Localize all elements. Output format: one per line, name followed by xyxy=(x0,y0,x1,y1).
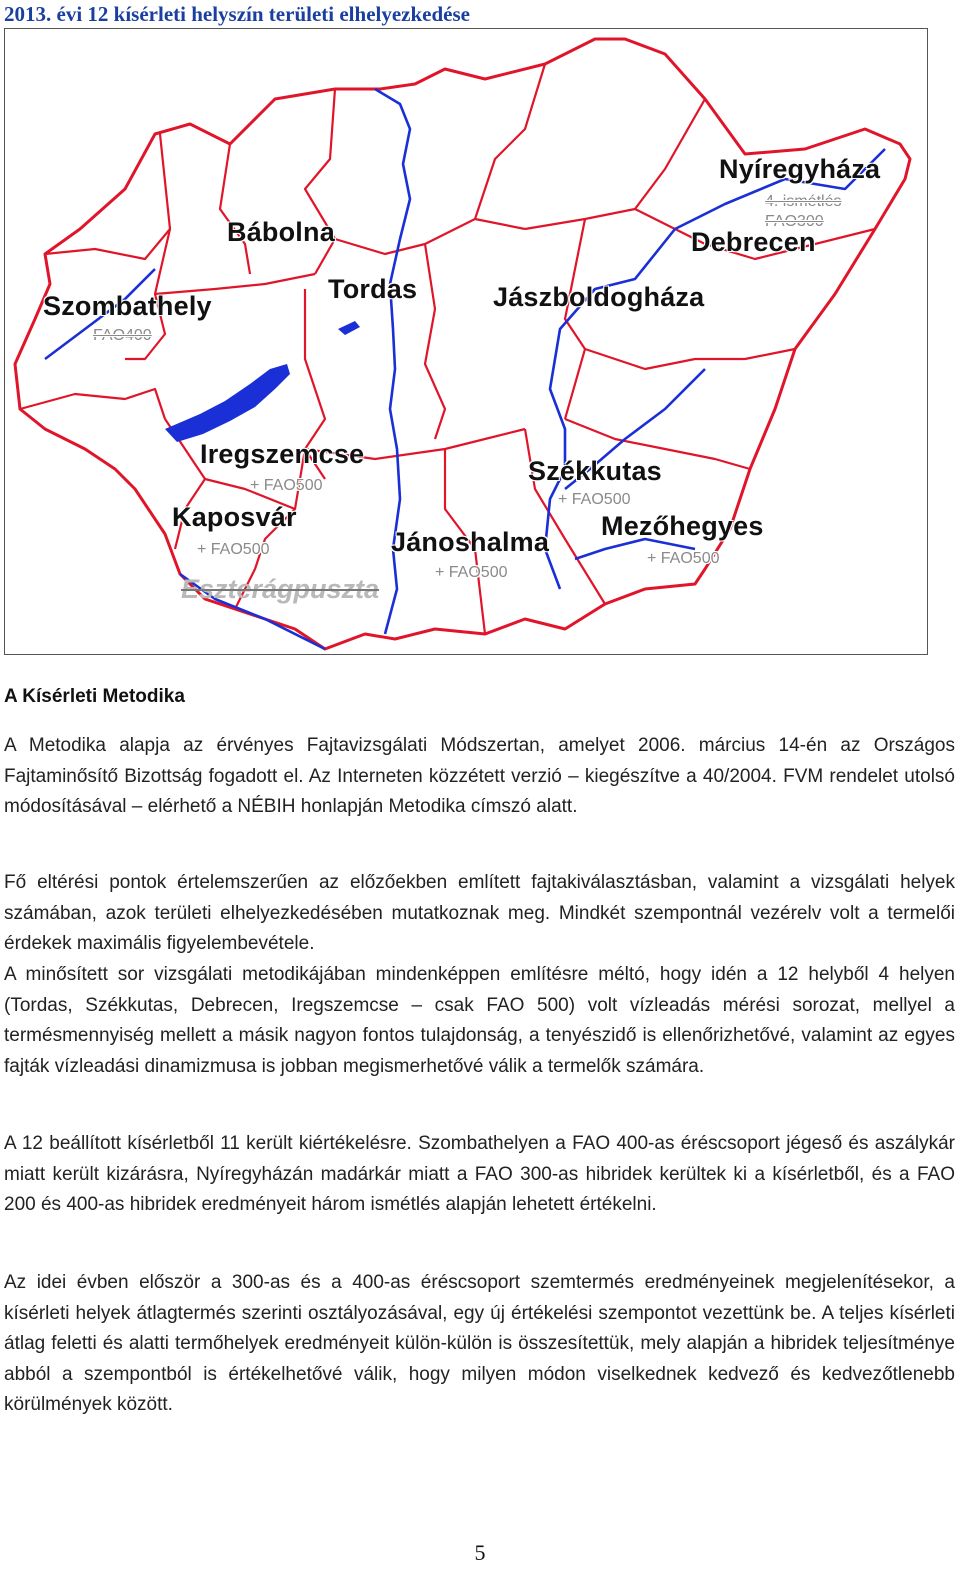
city-nyiregyhaza: Nyíregyháza xyxy=(719,154,881,184)
nyiregyhaza-repetition-note: 4. ismétlés xyxy=(765,193,842,210)
szombathely-fao-note: FAO400 xyxy=(93,327,152,344)
szekkutas-fao-note: + FAO500 xyxy=(558,491,631,508)
paragraph-4: A 12 beállított kísérletből 11 került kiértékelésre. Szombathelyen a FAO 400-as éréscsoport jégeső és aszálykár miatt került kizárásra, Nyíregyházán madárkár miatt a FAO 300-as hibridek kerültek ki a kísérletből, és a FAO 200 és 400-as hibridek eredményeit három ismétlés alapján lehetett értékelni. xyxy=(4,1133,955,1216)
nyiregyhaza-fao-note: FAO300 xyxy=(765,213,824,230)
section-heading: A Kísérleti Metodika xyxy=(4,686,185,707)
city-debrecen: Debrecen xyxy=(691,227,816,257)
city-kaposvar: Kaposvár xyxy=(172,502,297,532)
page-number: 5 xyxy=(474,1540,486,1565)
city-janoshalma: Jánoshalma xyxy=(391,527,550,557)
city-iregszemcse: Iregszemcse xyxy=(200,439,365,469)
paragraph-2: Fő eltérési pontok értelemszerűen az előzőekben említett fajtakiválasztásban, valamint a vizsgálati helyek számában, azok területi elhelyezkedésében mutatkoznak meg. Mindkét szempontnál vezérelv volt a termelői érdekek maximális figyelembevétele. xyxy=(4,872,955,955)
kaposvar-fao-note: + FAO500 xyxy=(197,541,270,558)
paragraph-1: A Metodika alapja az érvényes Fajtavizsgálati Módszertan, amelyet 2006. március 14-én az Országos Fajtaminősítő Bizottság fogadott el. Az Interneten közzétett verzió – kiegészítve a 40/2004. FVM rendelet utolsó módosításával – elérhető a NÉBIH honlapján Metodika címszó alatt. xyxy=(4,735,955,818)
hungary-map xyxy=(4,28,928,655)
paragraph-3: A minősített sor vizsgálati metodikájában mindenképpen említésre méltó, hogy idén a 12 helyből 4 helyen (Tordas, Székkutas, Debrecen, Iregszemcse – csak FAO 500) volt vízleadás mérési sorozat, mellyel a termésmennyiség mellett a másik nagyon fontos tulajdonság, a tenyészidő is ellenőrizhetővé, valamint az egyes fajták vízleadási dinamizmusa is jobban megismerhetővé válik a termelők számára. xyxy=(4,964,955,1077)
janoshalma-fao-note: + FAO500 xyxy=(435,564,508,581)
city-jaszboldoghaza: Jászboldogháza xyxy=(493,282,705,312)
city-mezohegyes: Mezőhegyes xyxy=(601,511,764,541)
paragraph-5: Az idei évben először a 300-as és a 400-as éréscsoport szemtermés eredményeinek megjelenítésekor, a kísérleti helyek átlagtermés szerinti osztályozásával, egy új értékelési szempontot vezettünk be. A teljes kísérleti átlag feletti és alatti termőhelyek eredményeit külön-külön is összesítettük, mely alapján a hibridek teljesítménye abból a szempontból is értékelhetővé válik, hogy milyen módon viselkednek kedvező és kedvezőtlenebb körülmények között. xyxy=(4,1272,955,1416)
iregszemcse-fao-note: + FAO500 xyxy=(250,477,323,494)
city-babolna: Bábolna xyxy=(227,217,335,247)
city-eszteragpuszta: Eszterágpuszta xyxy=(181,574,380,604)
lake-velence xyxy=(338,321,360,335)
city-tordas: Tordas xyxy=(328,274,418,304)
city-szombathely: Szombathely xyxy=(43,291,212,321)
mezohegyes-fao-note: + FAO500 xyxy=(647,550,720,567)
lake-balaton xyxy=(165,364,290,442)
page-title: 2013. évi 12 kísérleti helyszín területi elhelyezkedése xyxy=(4,2,470,26)
city-szekkutas: Székkutas xyxy=(528,456,662,486)
